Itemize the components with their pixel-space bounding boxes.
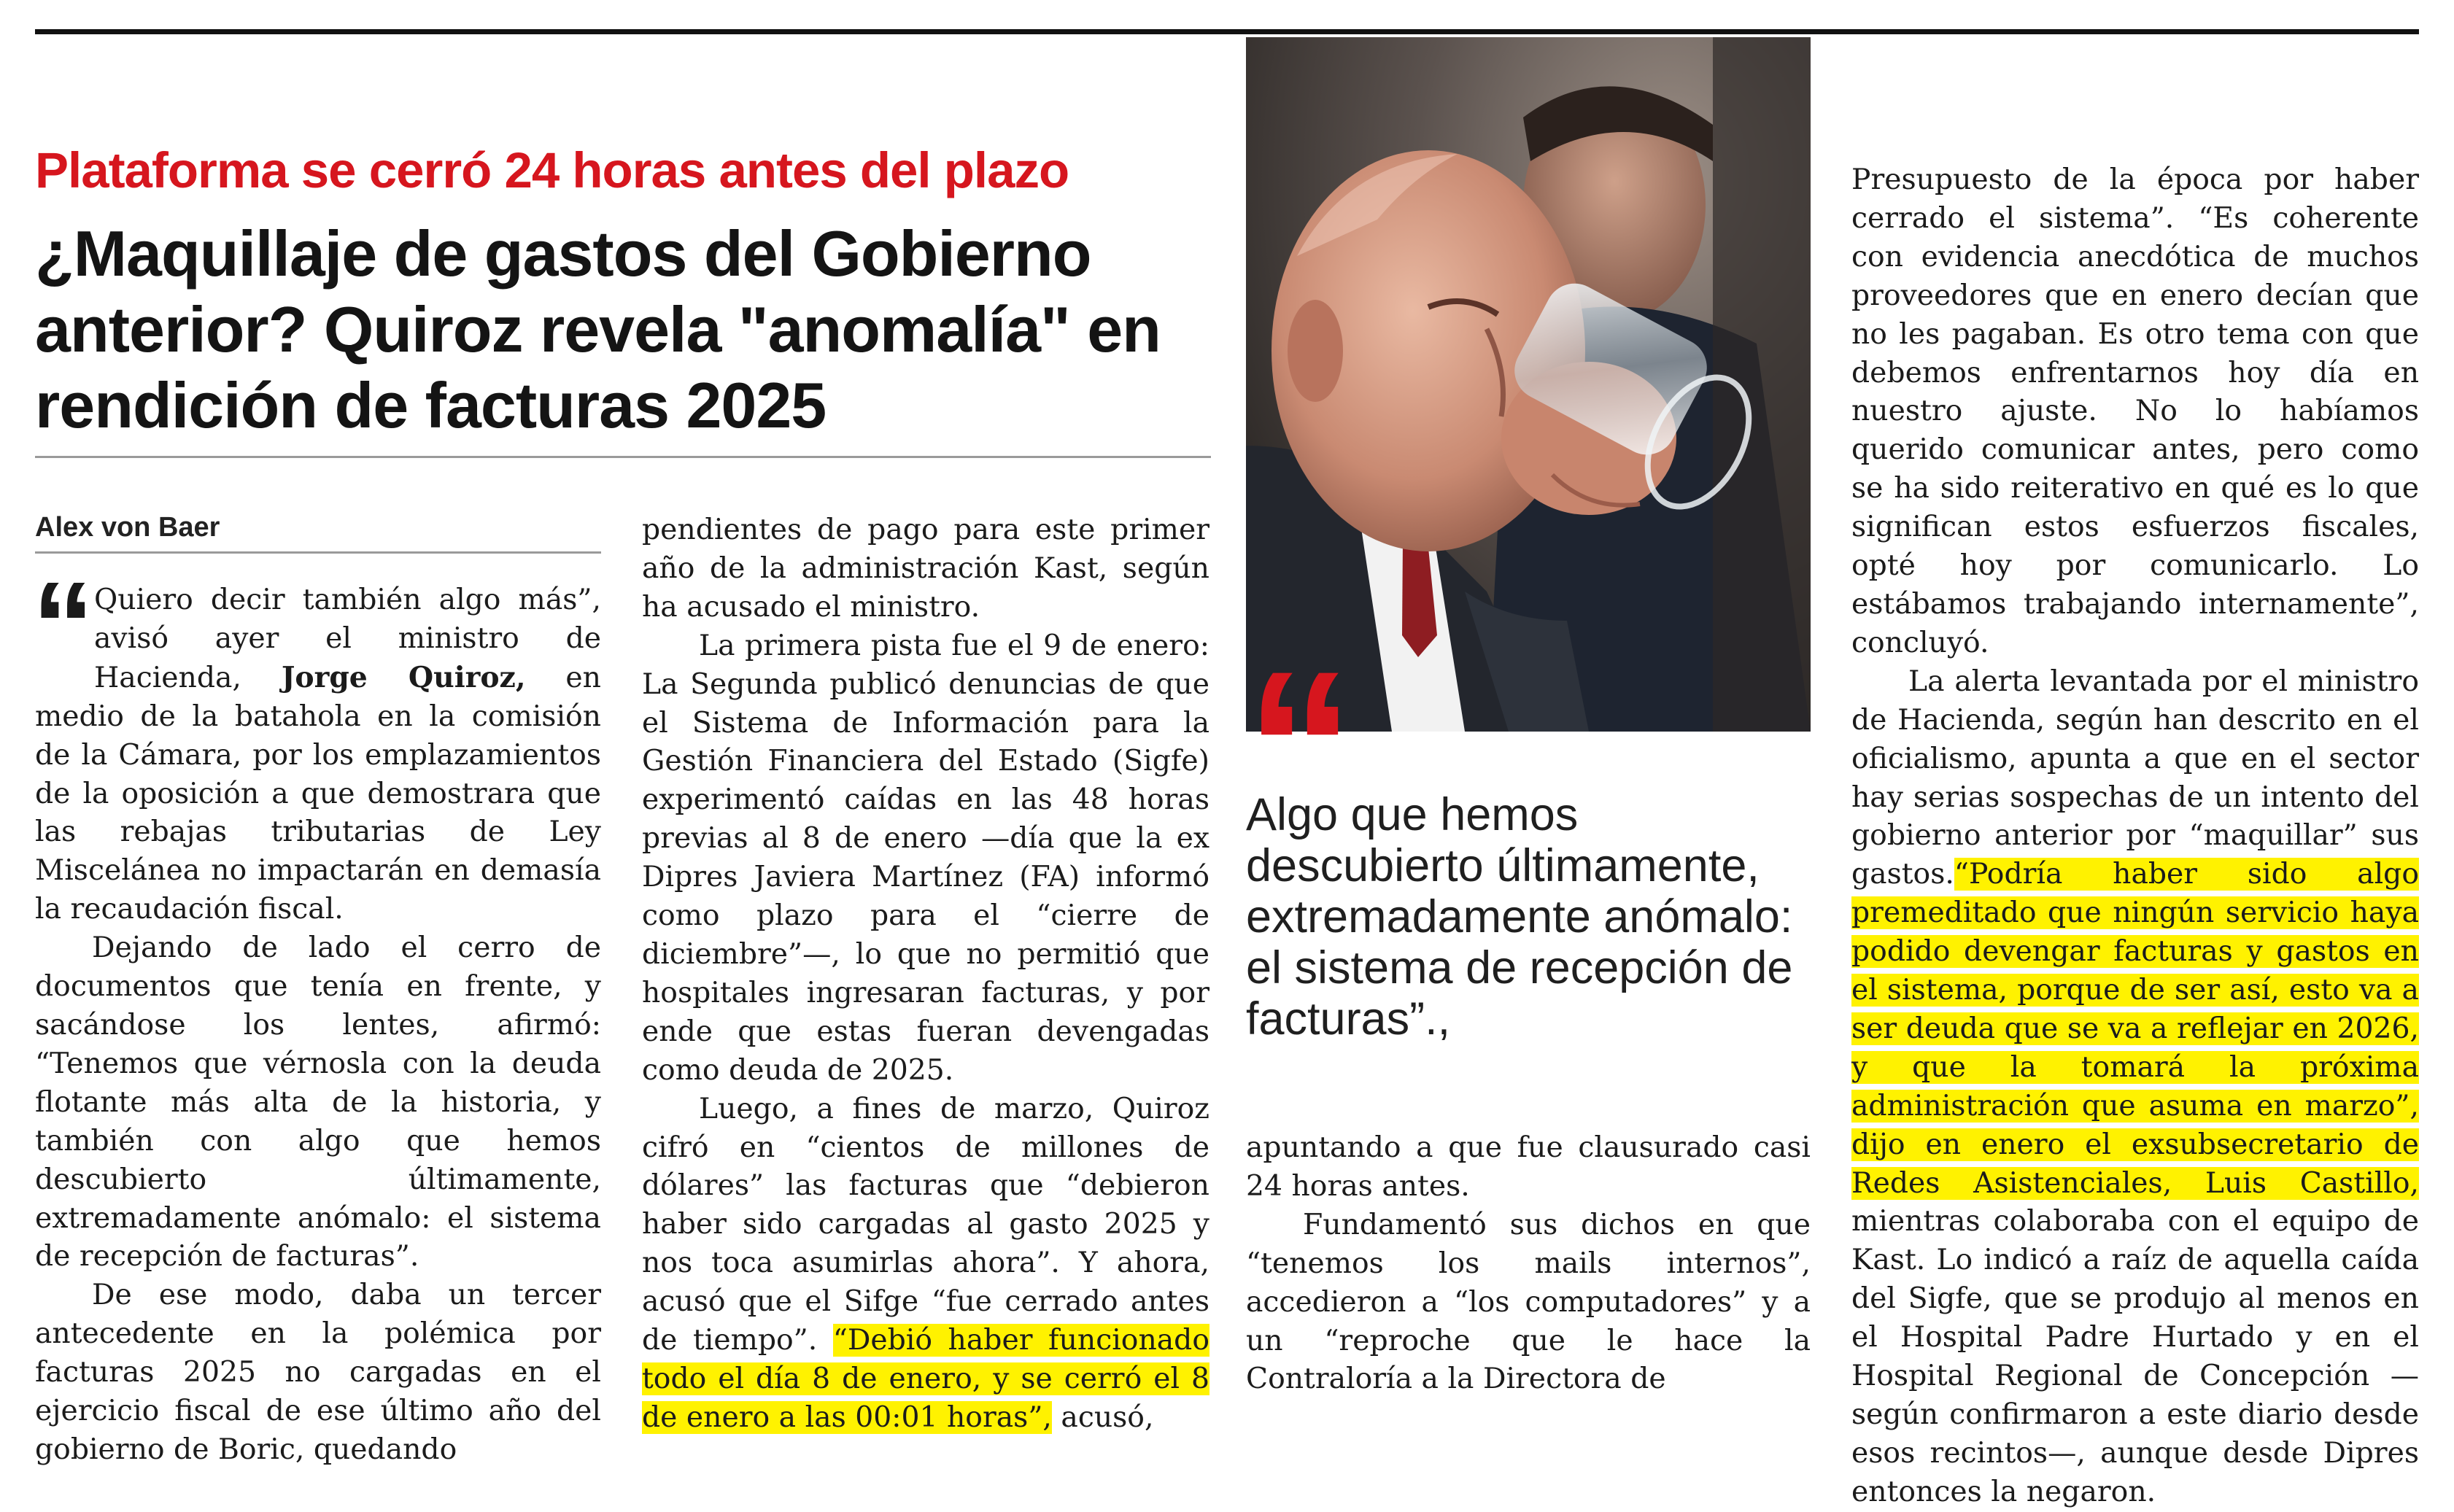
- article-headline: ¿Maquillaje de gastos del Gobierno anterior? Quiroz revela "anomalía" en rendición de facturas 2025: [35, 217, 1161, 441]
- paragraph-10-lead: La alerta levantada por el ministro de Hacienda, según han descrito en el oficialismo, apunta a que en el sector hay serias sospechas de un intento del gobierno anterior por “maquillar” sus gastos.: [1851, 664, 2419, 891]
- byline-rule: [35, 551, 601, 554]
- article-column-2: [642, 511, 1209, 1438]
- paragraph-1-lead: Quiero decir también algo más”, avisó ayer el ministro de Hacienda,: [94, 584, 601, 694]
- article-column-3: [1246, 1129, 1811, 1399]
- paragraph-4: pendientes de pago para este primer año de la administración Kast, según ha acusado el ministro.: [642, 513, 1209, 624]
- article-column-1: [32, 557, 601, 1470]
- article-column-4: [1851, 161, 2419, 1512]
- paragraph-2: Dejando de lado el cerro de documentos que tenía en frente, y sacándose los lentes, afirmó: “Tenemos que vérnosla con la deuda flotante más alta de la historia, y también con algo que hemos descubierto últimamente, extremadamente anómalo: el sistema de recepción de facturas”.: [35, 931, 601, 1273]
- paragraph-1: [32, 557, 601, 929]
- pull-quote: Algo que hemos descubierto últimamente, extremadamente anómalo: el sistema de recepción de facturas”.,: [1246, 789, 1793, 1044]
- highlighted-quote: “Debió haber funcionado todo el día 8 de enero, y se cerró el 8 de enero a las 00:01 horas”,: [642, 1324, 1209, 1434]
- paragraph-5: La primera pista fue el 9 de enero: La Segunda publicó denuncias de que el Sistema de Información para la Gestión Financiera del Estado (Sigfe) experimentó caídas en las 48 horas previas al 8 de enero —día que la ex Dipres Javiera Martínez (FA) informó como plazo para el “cierre de diciembre”—, lo que no permitió que hospitales ingresaran facturas, y por ende que estas fueran devengadas como deuda de 2025.: [642, 629, 1209, 1087]
- paragraph-10: [1851, 663, 2419, 1512]
- pull-quote-mark: “: [1245, 625, 1333, 870]
- paragraph-7: apuntando a que fue clausurado casi 24 horas antes.: [1246, 1131, 1811, 1203]
- paragraph-9: Presupuesto de la época por haber cerrado el sistema”. “Es coherente con evidencia anecdótica de muchos proveedores que en enero decían que no les pagaban. Es otro tema con que debemos enfrentarnos hoy día en nuestro ajuste. No lo habíamos querido comunicar antes, pero como se ha sido reiterativo en qué es lo que significan estos esfuerzos fiscales, opté hoy por comunicarlo. Lo estábamos trabajando internamente”, concluyó.: [1851, 163, 2419, 659]
- open-quote-mark: “: [32, 557, 84, 695]
- paragraph-3: De ese modo, daba un tercer antecedente en la polémica por facturas 2025 no cargadas en el ejercicio fiscal de ese último año del gobierno de Boric, quedando: [35, 1279, 601, 1466]
- headline-rule: [35, 456, 1211, 458]
- paragraph-6-lead: Luego, a fines de marzo, Quiroz cifró en “cientos de millones de dólares” las facturas que “debieron haber sido cargadas al gasto 2025 y nos toca asumirlas ahora”. Y ahora, acusó que el Sifge “fue cerrado antes de tiempo”.: [642, 1092, 1209, 1357]
- article-kicker: Plataforma se cerró 24 horas antes del plazo: [35, 142, 1069, 198]
- paragraph-10-tail: mientras colaboraba con el equipo de Kast. Lo indicó a raíz de aquella caída del Sigfe, que se produjo al menos en el Hospital Padre Hurtado y en el Hospital Regional de Concepción —según confirmaron a este diario desde esos recintos—, aunque desde Dipres entonces la negaron.: [1851, 1205, 2419, 1508]
- paragraph-6-tail: acusó,: [1051, 1400, 1154, 1434]
- paragraph-8: Fundamentó sus dichos en que “tenemos los mails internos”, accedieron a “los computadores” y a un “reproche que le hace la Contraloría a la Directora de: [1246, 1208, 1811, 1396]
- highlighted-quote-castillo: “Podría haber sido algo premeditado que ningún servicio haya podido devengar facturas y gastos en el sistema, porque de ser así, esto va a ser deuda que se va a reflejar en 2026, y que la tomará la próxima administración que asuma en marzo”, dijo en enero el exsubsecretario de Redes Asistenciales, Luis Castillo,: [1851, 858, 2419, 1200]
- minister-name: Jorge Quiroz,: [281, 660, 526, 694]
- paragraph-6: [642, 1090, 1209, 1438]
- paragraph-1-rest: en medio de la batahola en la comisión de la Cámara, por los emplazamientos de la oposición a que demostrara que las rebajas tributarias de Ley Miscelánea no impactarán en demasía la recaudación fiscal.: [35, 661, 601, 926]
- top-rule: [35, 29, 2419, 34]
- byline: Alex von Baer: [35, 512, 220, 543]
